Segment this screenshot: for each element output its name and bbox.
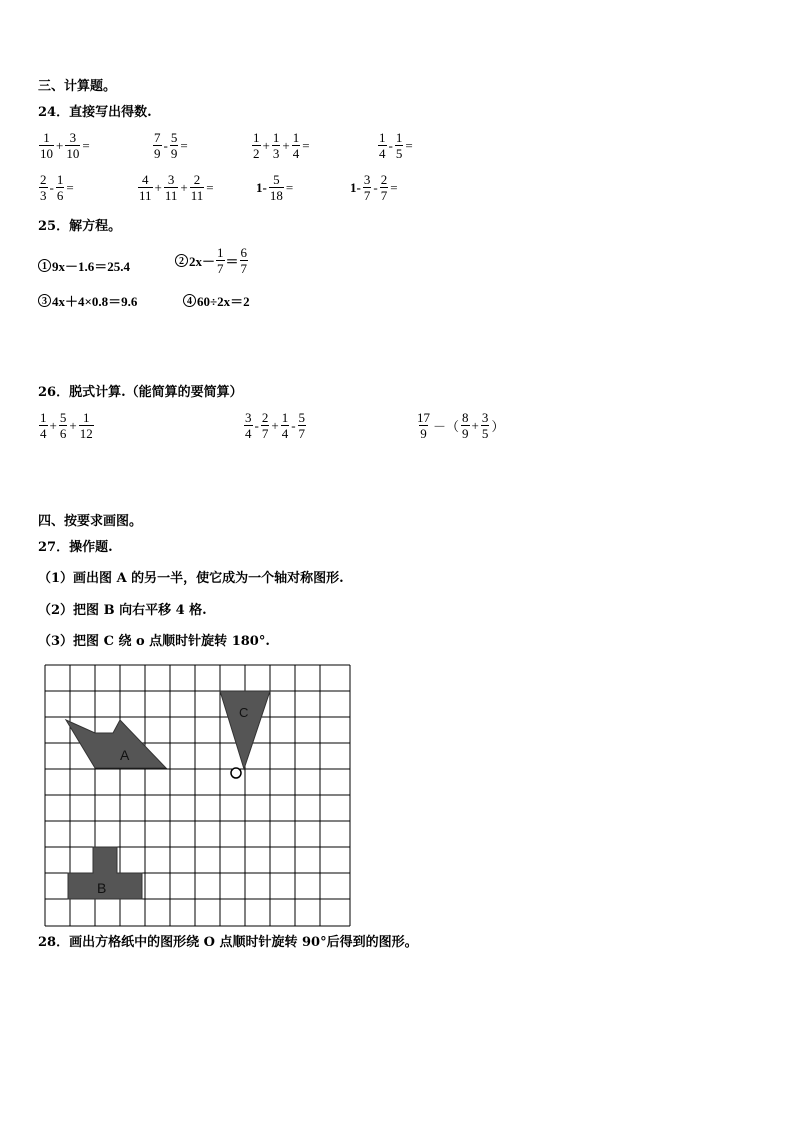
- label-c: C: [239, 705, 249, 720]
- q24-row1-expr4: $\frac{1}{4}$ - $\frac{1}{5}$ =: [379, 130, 413, 161]
- section-4-title: 四、按要求画图。: [38, 514, 143, 529]
- question-28-title: 28．画出方格纸中的图形绕 O 点顺时针旋转 90°后得到的图形。: [38, 935, 418, 950]
- q27-item-2: （2）把图 B 向右平移 4 格.: [38, 603, 207, 618]
- q26-expr-1: $\frac{1}{4}$ + $\frac{5}{6}$ + $\frac{1}{12}$: [40, 410, 93, 441]
- fraction: $\frac{1}{2}$: [253, 130, 260, 161]
- q27-item-3: （3）把图 C 绕 o 点顺时针旋转 180°.: [38, 634, 270, 649]
- fraction: $\frac{5}{7}$: [298, 410, 306, 441]
- fraction: $\frac{2}{3}$: [40, 172, 47, 203]
- question-25-title: 25．解方程。: [38, 219, 122, 234]
- q27-item-1: （1）画出图 A 的另一半，使它成为一个轴对称图形.: [38, 571, 344, 586]
- fraction: $\frac{4}{11}$: [139, 172, 152, 203]
- fraction: $\frac{3}{5}$: [481, 410, 489, 441]
- fraction: $\frac{2}{7}$: [261, 410, 269, 441]
- fraction: $\frac{1}{4}$: [40, 410, 47, 441]
- fraction: $\frac{1}{4}$: [292, 130, 300, 161]
- fraction: $\frac{1}{12}$: [79, 410, 93, 441]
- q25-equation-4: 4 60÷2x＝2: [183, 291, 250, 310]
- q26-expr-3: $\frac{17}{9}$ －（ $\frac{8}{9}$ + $\frac{3}{5}$ ）: [417, 410, 505, 441]
- fraction: $\frac{1}{4}$: [281, 410, 289, 441]
- q26-expr-2: $\frac{3}{4}$ - $\frac{2}{7}$ + $\frac{1}{4}$ - $\frac{5}{7}$: [245, 410, 306, 441]
- q24-row2-expr3: 1- $\frac{5}{18}$ =: [256, 172, 294, 203]
- q24-row1-expr1: $\frac{1}{10}$ + $\frac{3}{10}$ =: [40, 130, 90, 161]
- q24-row2-expr2: $\frac{4}{11}$ + $\frac{3}{11}$ + $\frac{2}{11}$ =: [139, 172, 214, 203]
- fraction: $\frac{1}{10}$: [40, 130, 53, 161]
- shape-a: [66, 720, 166, 768]
- fraction: $\frac{7}{9}$: [154, 130, 161, 161]
- fraction: $\frac{1}{4}$: [379, 130, 386, 161]
- q24-row2-expr4: 1- $\frac{3}{7}$ - $\frac{2}{7}$ =: [350, 172, 398, 203]
- fraction: $\frac{3}{7}$: [363, 172, 371, 203]
- label-a: A: [120, 747, 130, 763]
- fraction: $\frac{5}{6}$: [59, 410, 67, 441]
- fraction: $\frac{17}{9}$: [417, 410, 430, 441]
- fraction: $\frac{3}{11}$: [164, 172, 178, 203]
- fraction: $\frac{2}{11}$: [190, 172, 204, 203]
- fraction: $\frac{6}{7}$: [240, 245, 248, 276]
- shape-c: [220, 691, 270, 778]
- fraction: $\frac{5}{18}$: [269, 172, 283, 203]
- fraction: $\frac{1}{3}$: [272, 130, 280, 161]
- q24-row1-expr2: $\frac{7}{9}$ - $\frac{5}{9}$ =: [154, 130, 188, 161]
- label-b: B: [97, 880, 107, 896]
- section-3-title: 三、计算题。: [38, 79, 117, 94]
- question-26-title: 26．脱式计算.（能简算的要简算）: [38, 385, 243, 400]
- q25-equation-2: 2 2x－ $\frac{1}{7}$ ＝ $\frac{6}{7}$: [175, 245, 249, 276]
- q24-row2-expr1: $\frac{2}{3}$ - $\frac{1}{6}$ =: [40, 172, 74, 203]
- fraction: $\frac{8}{9}$: [462, 410, 469, 441]
- q25-equation-1: 1 9x－1.6＝25.4: [38, 256, 130, 275]
- fraction: $\frac{3}{10}$: [66, 130, 80, 161]
- shape-b: [68, 847, 142, 899]
- fraction: $\frac{2}{7}$: [380, 172, 388, 203]
- question-24-title: 24．直接写出得数.: [38, 105, 152, 120]
- grid-figure: [40, 660, 356, 932]
- question-27-title: 27．操作题.: [38, 540, 113, 555]
- fraction: $\frac{1}{6}$: [56, 172, 64, 203]
- q24-row1-expr3: $\frac{1}{2}$ + $\frac{1}{3}$ + $\frac{1}{4}$ =: [253, 130, 310, 161]
- rotation-point-o: [231, 768, 241, 778]
- fraction: $\frac{3}{4}$: [245, 410, 252, 441]
- q25-equation-3: 3 4x＋4×0.8＝9.6: [38, 291, 137, 310]
- fraction: $\frac{1}{7}$: [217, 245, 224, 276]
- fraction: $\frac{5}{9}$: [170, 130, 178, 161]
- fraction: $\frac{1}{5}$: [395, 130, 403, 161]
